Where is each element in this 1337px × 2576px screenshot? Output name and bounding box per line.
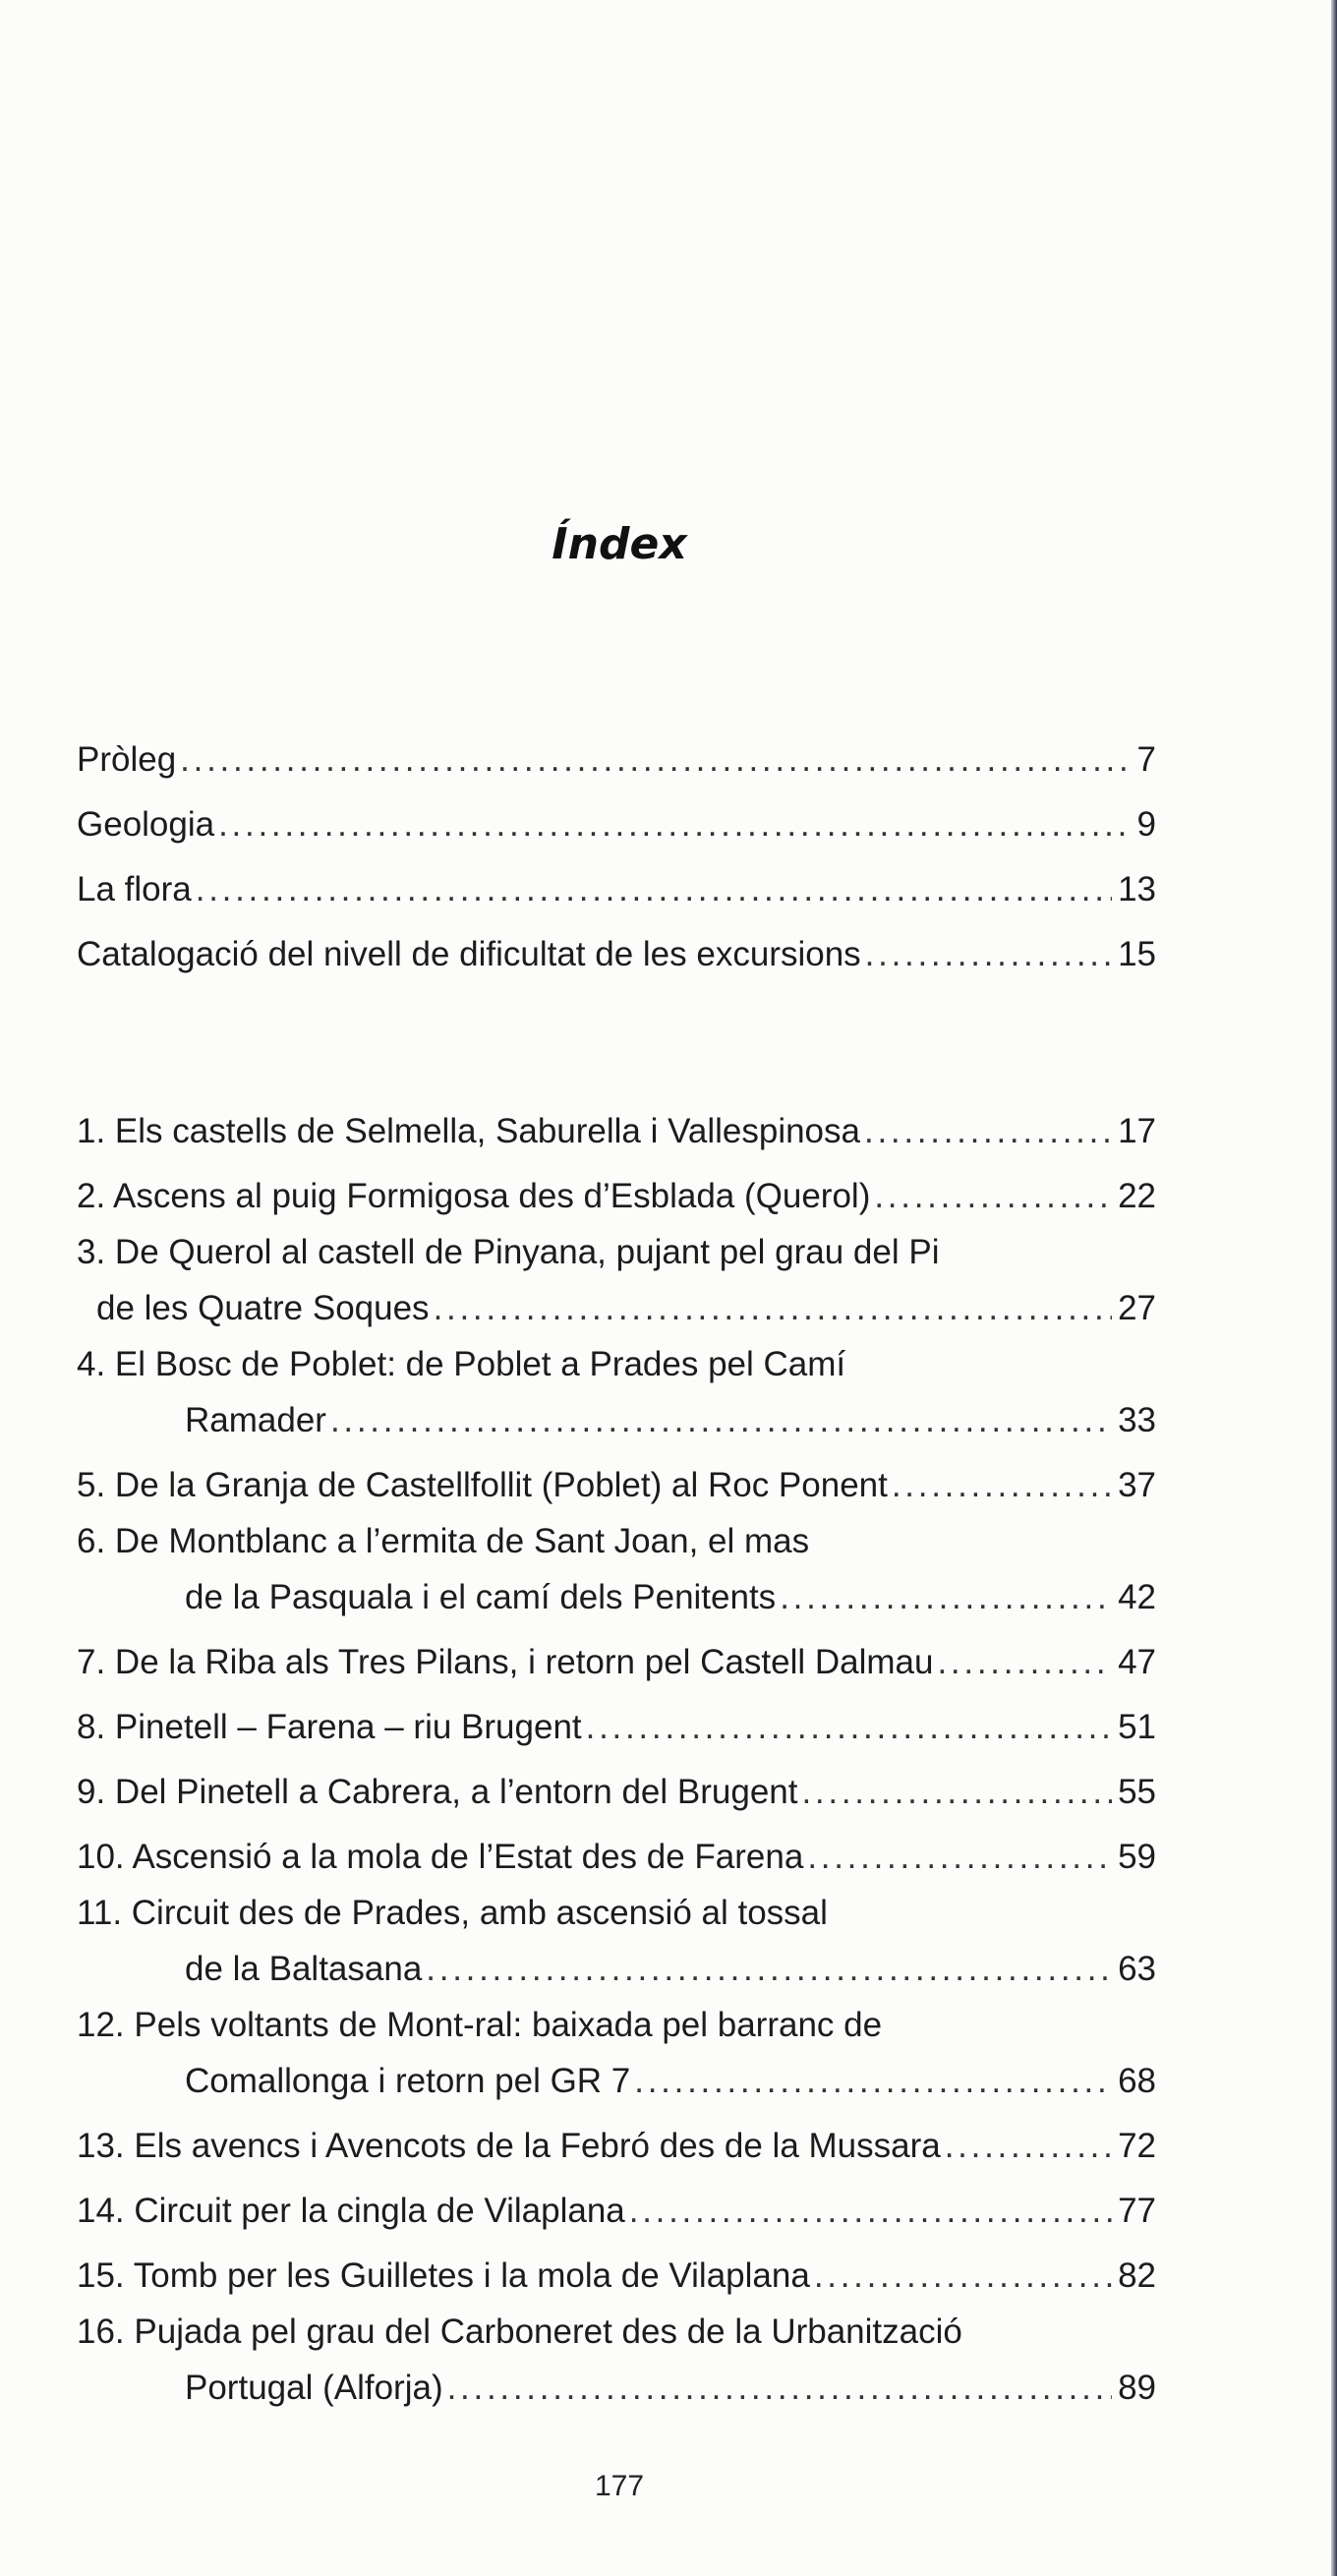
entry-label-line2: de la Pasquala i el camí dels Penitents (185, 1578, 777, 1616)
entry-label: 8. Pinetell – Farena – riu Brugent (77, 1708, 582, 1746)
entry-page: 89 (1118, 2369, 1156, 2407)
dot-leader (586, 1695, 1112, 1760)
entry-label-line2: de les Quatre Soques (96, 1289, 430, 1327)
dot-leader (629, 2179, 1112, 2244)
entry-page: 47 (1118, 1643, 1156, 1681)
dot-leader (434, 1276, 1113, 1341)
toc-entry[interactable] (77, 2002, 1156, 2114)
toc-entry[interactable] (77, 1825, 1156, 1890)
entry-page: 42 (1118, 1578, 1156, 1616)
entry-page: 22 (1118, 1177, 1156, 1215)
entry-label: 2. Ascens al puig Formigosa des d’Esblada (Querol) (77, 1177, 871, 1215)
entry-label-line1: 4. El Bosc de Poblet: de Poblet a Prades pel Camí (77, 1345, 846, 1383)
entry-label-line2: Portugal (Alforja) (185, 2369, 443, 2407)
dot-leader (180, 728, 1131, 792)
entry-label-line1: 16. Pujada pel grau del Carboneret des de la Urbanització (77, 2313, 962, 2351)
chapters-list (77, 1099, 1156, 2421)
entry-label: Catalogació del nivell de dificultat de les excursions (77, 935, 861, 973)
entry-label: 1. Els castells de Selmella, Saburella i Vallespinosa (77, 1112, 860, 1150)
entry-page: 17 (1118, 1112, 1156, 1150)
toc-entry[interactable] (77, 1453, 1156, 1518)
toc-entry[interactable] (77, 1164, 1156, 1229)
toc-entry[interactable] (77, 1630, 1156, 1695)
dot-leader (447, 2356, 1112, 2421)
toc-entry[interactable] (77, 2309, 1156, 2421)
entry-label: 9. Del Pinetell a Cabrera, a l’entorn del Brugent (77, 1773, 798, 1811)
entry-label: La flora (77, 870, 192, 908)
dot-leader (218, 792, 1131, 857)
dot-leader (426, 1937, 1112, 2002)
page-number: 177 (594, 2470, 645, 2502)
dot-leader (330, 1388, 1112, 1453)
toc-entry[interactable] (77, 728, 1156, 792)
page-edge (1331, 0, 1337, 2576)
entry-label: 7. De la Riba als Tres Pilans, i retorn pel Castell Dalmau (77, 1643, 934, 1681)
toc-entry[interactable] (77, 1695, 1156, 1760)
dot-leader (196, 857, 1112, 922)
entry-page: 77 (1118, 2192, 1156, 2230)
front-matter-list (77, 728, 1156, 987)
toc-entry[interactable] (77, 1099, 1156, 1164)
entry-label-line2: Comallonga i retorn pel GR 7 (185, 2062, 631, 2100)
entry-page: 82 (1118, 2256, 1156, 2295)
entry-page: 15 (1118, 935, 1156, 973)
toc-entry[interactable] (77, 2244, 1156, 2309)
toc-entry[interactable] (77, 1229, 1156, 1341)
entry-page: 51 (1118, 1708, 1156, 1746)
toc-entry[interactable] (77, 922, 1156, 987)
entry-page: 55 (1118, 1773, 1156, 1811)
toc-entry[interactable] (77, 792, 1156, 857)
entry-label-line1: 3. De Querol al castell de Pinyana, pujant pel grau del Pi (77, 1233, 940, 1271)
entry-page: 27 (1118, 1289, 1156, 1327)
toc-entry[interactable] (77, 1760, 1156, 1825)
toc-entry[interactable] (77, 2179, 1156, 2244)
entry-label: 10. Ascensió a la mola de l’Estat des de Farena (77, 1838, 804, 1876)
entry-page: 63 (1118, 1950, 1156, 1988)
dot-leader (864, 1099, 1112, 1164)
entry-label-line2: Ramader (185, 1401, 326, 1439)
dot-leader (874, 1164, 1112, 1229)
entry-label-line1: 11. Circuit des de Prades, amb ascensió al tossal (77, 1894, 828, 1932)
dot-leader (814, 2244, 1112, 2309)
entry-page: 37 (1118, 1466, 1156, 1504)
toc-entry[interactable] (77, 1890, 1156, 2002)
entry-label: 13. Els avencs i Avencots de la Febró des de la Mussara (77, 2127, 941, 2165)
dot-leader (945, 2114, 1112, 2179)
dot-leader (807, 1825, 1112, 1890)
entry-label-line2: de la Baltasana (185, 1950, 423, 1988)
toc-entry[interactable] (77, 1518, 1156, 1630)
dot-leader (634, 2049, 1112, 2114)
entry-page: 13 (1118, 870, 1156, 908)
entry-label: 14. Circuit per la cingla de Vilaplana (77, 2192, 625, 2230)
toc-entry[interactable] (77, 1341, 1156, 1453)
entry-page: 33 (1118, 1401, 1156, 1439)
entry-page: 7 (1136, 740, 1156, 779)
dot-leader (801, 1760, 1112, 1825)
dot-leader (865, 922, 1112, 987)
entry-label-line1: 6. De Montblanc a l’ermita de Sant Joan, el mas (77, 1522, 810, 1560)
entry-page: 72 (1118, 2127, 1156, 2165)
entry-page: 59 (1118, 1838, 1156, 1876)
dot-leader (892, 1453, 1112, 1518)
page-title: Índex (552, 519, 687, 569)
entry-page: 9 (1136, 805, 1156, 844)
dot-leader (937, 1630, 1112, 1695)
entry-label-line1: 12. Pels voltants de Mont-ral: baixada pel barranc de (77, 2006, 883, 2044)
entry-label: 15. Tomb per les Guilletes i la mola de Vilaplana (77, 2256, 810, 2295)
toc-entry[interactable] (77, 857, 1156, 922)
entry-label: 5. De la Granja de Castellfollit (Poblet) al Roc Ponent (77, 1466, 888, 1504)
entry-page: 68 (1118, 2062, 1156, 2100)
entry-label: Geologia (77, 805, 215, 844)
entry-label: Pròleg (77, 740, 177, 779)
dot-leader (780, 1565, 1112, 1630)
toc-entry[interactable] (77, 2114, 1156, 2179)
